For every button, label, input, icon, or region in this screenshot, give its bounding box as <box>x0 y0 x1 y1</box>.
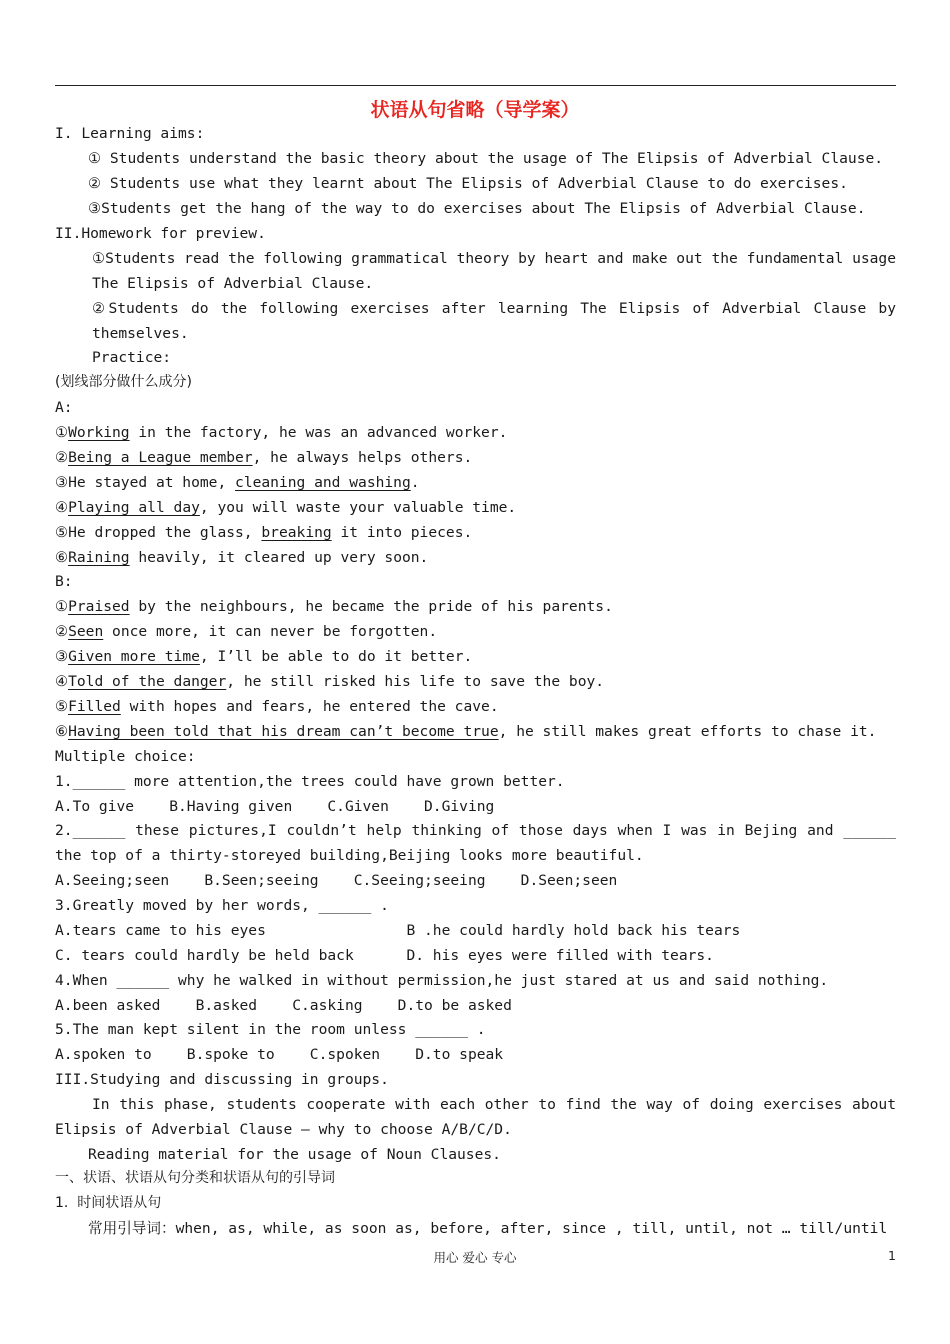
homework-item-2-line-2: themselves. <box>92 325 189 342</box>
question-4: 4.When ______ why he walked in without permission,he just stared at us and said nothing. <box>55 972 829 989</box>
header-rule <box>55 85 896 86</box>
question-2-line-1: 2.______ these pictures,I couldn’t help thinking of those days when I was in Bejing and ______ <box>55 822 896 839</box>
aim-3: ③Students get the hang of the way to do exercises about The Elipsis of Adverbial Clause. <box>88 200 866 217</box>
studying-heading: III.Studying and discussing in groups. <box>55 1071 389 1088</box>
part-a-item: ②Being a League member, he always helps others. <box>55 449 473 466</box>
part-a-item: ④Playing all day, you will waste your valuable time. <box>55 499 517 516</box>
homework-item-2-line-1: ②Students do the following exercises after learning The Elipsis of Adverbial Clause by <box>92 300 896 317</box>
page-number: 1 <box>888 1248 896 1263</box>
cn-conjunctions-line: 常用引导词：when, as, while, as soon as, before, after, since , till, until, not … till/until <box>88 1220 888 1237</box>
underlined-phrase: Given more time <box>68 648 200 665</box>
part-b-item: ⑤Filled with hopes and fears, he entered the cave. <box>55 698 499 715</box>
underlined-phrase: Working <box>68 424 130 441</box>
underlined-phrase: Praised <box>68 598 130 615</box>
part-b-item: ③Given more time, I’ll be able to do it better. <box>55 648 473 665</box>
part-a-item: ⑤He dropped the glass, breaking it into pieces. <box>55 524 473 541</box>
question-3: 3.Greatly moved by her words, ______ . <box>55 897 389 914</box>
studying-paragraph-line-1: In this phase, students cooperate with each other to find the way of doing exercises about <box>92 1096 896 1113</box>
underlined-phrase: Told of the danger <box>68 673 227 690</box>
question-2-line-2: the top of a thirty-storeyed building,Beijing looks more beautiful. <box>55 847 644 864</box>
underlined-phrase: breaking <box>261 524 332 541</box>
homework-item-1-line-2: The Elipsis of Adverbial Clause. <box>92 275 374 292</box>
part-a-item: ①Working in the factory, he was an advanced worker. <box>55 424 508 441</box>
homework-item-1-line-1: ①Students read the following grammatical theory by heart and make out the fundamental usage <box>92 250 896 267</box>
underlined-phrase: cleaning and washing <box>235 474 411 491</box>
question-5: 5.The man kept silent in the room unless ______ . <box>55 1021 486 1038</box>
cn-heading-1: 一、状语、状语从句分类和状语从句的引导词 <box>55 1170 335 1186</box>
studying-paragraph-line-2: Elipsis of Adverbial Clause — why to choose A/B/C/D. <box>55 1121 512 1138</box>
underlined-phrase: Raining <box>68 549 130 566</box>
question-1-options: A.To give B.Having given C.Given D.Giving <box>55 798 495 815</box>
underlined-phrase: Being a League member <box>68 449 253 466</box>
part-a-label: A: <box>55 399 73 416</box>
question-1: 1.______ more attention,the trees could have grown better. <box>55 773 565 790</box>
underlined-phrase: Having been told that his dream can’t become true <box>68 723 499 740</box>
question-4-options: A.been asked B.asked C.asking D.to be asked <box>55 997 512 1014</box>
page-title: 状语从句省略（导学案） <box>370 99 580 121</box>
question-3-options-2: C. tears could hardly be held back D. his eyes were filled with tears. <box>55 947 714 964</box>
question-5-options: A.spoken to B.spoke to C.spoken D.to speak <box>55 1046 504 1063</box>
part-b-item: ①Praised by the neighbours, he became the pride of his parents. <box>55 598 613 615</box>
reading-material-line: Reading material for the usage of Noun Clauses. <box>88 1146 501 1163</box>
practice-label: Practice: <box>92 349 172 366</box>
question-3-options-1: A.tears came to his eyes B .he could hardly hold back his tears <box>55 922 741 939</box>
aim-2: ② Students use what they learnt about The Elipsis of Adverbial Clause to do exercises. <box>88 175 848 192</box>
page-footer: 用心 爱心 专心 <box>433 1250 517 1265</box>
part-a-item: ⑥Raining heavily, it cleared up very soon. <box>55 549 429 566</box>
part-b-item: ④Told of the danger, he still risked his life to save the boy. <box>55 673 605 690</box>
homework-heading: II.Homework for preview. <box>55 225 266 242</box>
part-b-label: B: <box>55 573 73 590</box>
cn-heading-2: 1. 时间状语从句 <box>55 1195 162 1211</box>
learning-aims-heading: I. Learning aims: <box>55 125 205 142</box>
part-a-item: ③He stayed at home, cleaning and washing. <box>55 474 420 491</box>
underlined-phrase: Filled <box>68 698 121 715</box>
question-2-options: A.Seeing;seen B.Seen;seeing C.Seeing;seeing D.Seen;seen <box>55 872 618 889</box>
underlined-phrase: Seen <box>68 623 104 640</box>
underlined-phrase: Playing all day <box>68 499 200 516</box>
practice-note: (划线部分做什么成分) <box>55 374 192 390</box>
part-b-item: ⑥Having been told that his dream can’t become true, he still makes great efforts to chase it. <box>55 723 877 740</box>
aim-1: ① Students understand the basic theory about the usage of The Elipsis of Adverbial Clause. <box>88 150 884 167</box>
part-b-item: ②Seen once more, it can never be forgotten. <box>55 623 438 640</box>
multiple-choice-heading: Multiple choice: <box>55 748 196 765</box>
